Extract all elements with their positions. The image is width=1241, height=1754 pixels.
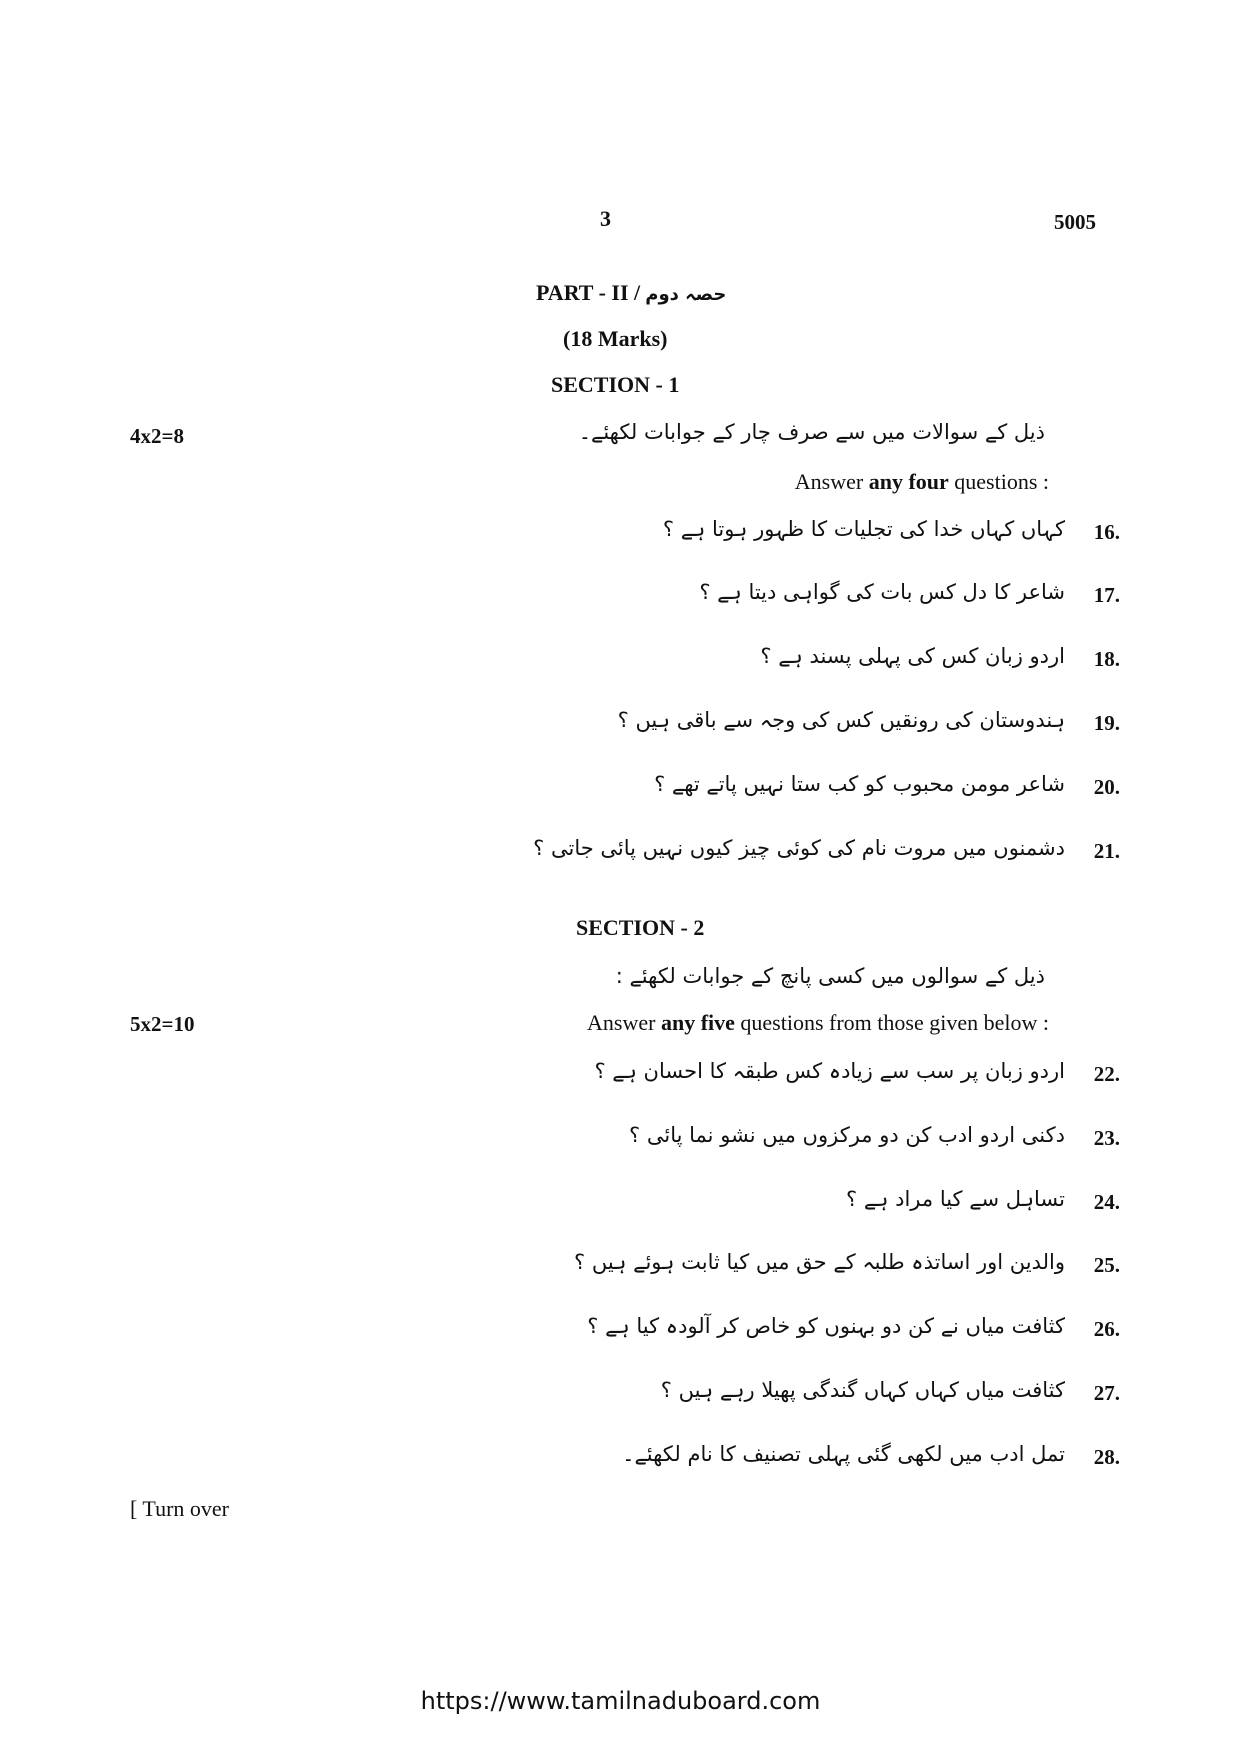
question-number: 27. (1093, 1381, 1120, 1405)
question-number: 16. (1093, 520, 1120, 544)
part-title-en: PART - II / (536, 280, 641, 305)
part-title-urdu: حصہ دوم (645, 284, 727, 305)
question-text: کثافت میاں کہاں کہاں گندگی پھیلا رہے ہیں ؟ (660, 1378, 1065, 1402)
section2-instruction-urdu: ذیل کے سوالوں میں کسی پانچ کے جوابات لکھئے : (615, 964, 1045, 988)
question-text: والدین اور اساتذہ طلبہ کے حق میں کیا ثابت ہوئے ہیں ؟ (574, 1250, 1065, 1274)
question-number: 28. (1093, 1445, 1120, 1469)
question-number: 23. (1093, 1126, 1120, 1150)
question-number: 17. (1093, 583, 1120, 607)
question-number: 22. (1093, 1062, 1120, 1086)
question-text: دکنی اردو ادب کن دو مرکزوں میں نشو نما پائی ؟ (629, 1123, 1065, 1147)
question-text: اردو زبان کس کی پہلی پسند ہے ؟ (760, 644, 1065, 668)
question-text: اردو زبان پر سب سے زیادہ کس طبقہ کا احسان ہے ؟ (594, 1059, 1065, 1083)
section2-title: SECTION - 2 (576, 915, 705, 940)
question-number: 26. (1093, 1317, 1120, 1341)
instruction-suffix: questions from those given below : (734, 1010, 1049, 1035)
instruction-bold: any five (660, 1010, 735, 1035)
paper-code: 5005 (1054, 210, 1096, 234)
question-number: 19. (1093, 711, 1120, 735)
section2-marks: 5x2=10 (130, 1012, 195, 1036)
question-number: 18. (1093, 647, 1120, 671)
part-title (536, 280, 726, 306)
instruction-prefix: Answer (587, 1010, 661, 1035)
question-text: شاعر کا دل کس بات کی گواہی دیتا ہے ؟ (699, 580, 1065, 604)
question-text: کہاں کہاں خدا کی تجلیات کا ظہور ہوتا ہے ؟ (662, 517, 1065, 541)
question-text: شاعر مومن محبوب کو کب ستا نہیں پاتے تھے ؟ (654, 772, 1065, 796)
instruction-bold: any four (868, 469, 949, 494)
section1-instruction-urdu: ذیل کے سوالات میں سے صرف چار کے جوابات لکھئے۔ (578, 420, 1045, 444)
instruction-prefix: Answer (794, 469, 869, 494)
section2-instruction-en (587, 1010, 1049, 1036)
question-number: 21. (1093, 839, 1120, 863)
turn-over-note: [ Turn over (130, 1496, 230, 1521)
question-number: 25. (1093, 1253, 1120, 1277)
question-text: تساہل سے کیا مراد ہے ؟ (846, 1187, 1065, 1211)
part-marks: (18 Marks) (563, 326, 668, 351)
section1-instruction-en (795, 469, 1049, 495)
footer-url[interactable]: https://www.tamilnaduboard.com (420, 1687, 821, 1715)
question-number: 20. (1093, 775, 1120, 799)
question-text: تمل ادب میں لکھی گئی پہلی تصنیف کا نام لکھئے۔ (622, 1442, 1065, 1466)
question-number: 24. (1093, 1190, 1120, 1214)
question-text: کثافت میاں نے کن دو بہنوں کو خاص کر آلودہ کیا ہے ؟ (587, 1314, 1065, 1338)
section1-marks: 4x2=8 (130, 424, 184, 448)
section1-title: SECTION - 1 (551, 372, 680, 397)
instruction-suffix: questions : (948, 469, 1049, 494)
page-number: 3 (600, 206, 611, 231)
question-text: دشمنوں میں مروت نام کی کوئی چیز کیوں نہیں پائی جاتی ؟ (533, 836, 1065, 860)
question-text: ہندوستان کی رونقیں کس کی وجہ سے باقی ہیں ؟ (617, 708, 1065, 732)
